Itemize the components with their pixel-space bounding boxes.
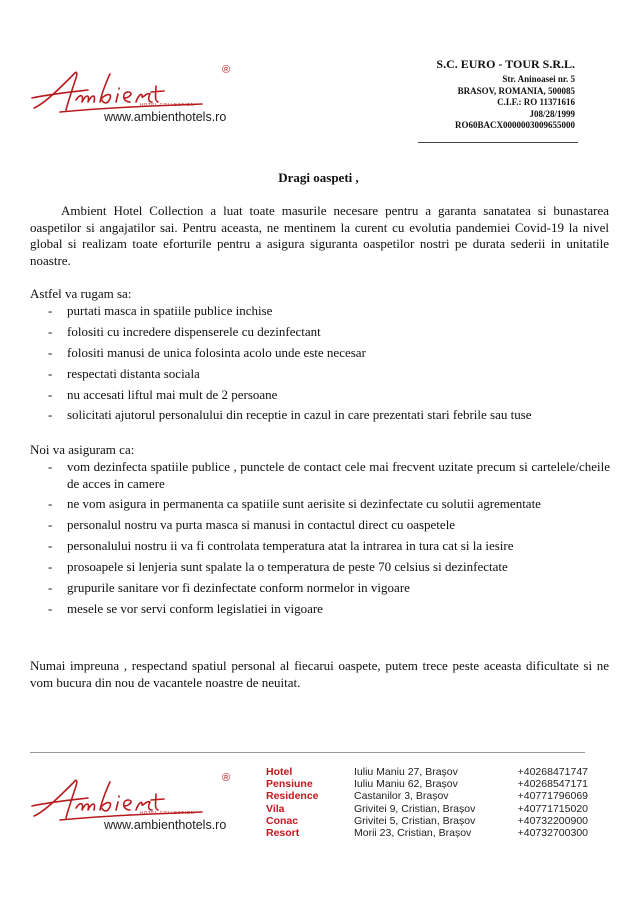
location-address: Iuliu Maniu 62, Brașov — [354, 778, 458, 791]
list-item: - vom dezinfecta spatiile publice , punctele de contact cele mai frecvent uzitate precum si cartelele/cheile de acces in camere — [30, 459, 610, 492]
location-type: Hotel — [266, 766, 293, 778]
hotel-collection-label: HOTEL COLLECTION — [140, 102, 195, 107]
location-address: Castanilor 3, Brașov — [354, 790, 449, 803]
list-item: - personalului nostru ii va fi controlata temperatura atat la intrarea in tura cat si la iesire — [30, 538, 610, 555]
location-type: Residence — [266, 790, 319, 803]
website-link[interactable]: www.ambienthotels.ro — [104, 818, 227, 832]
location-row-conac — [266, 815, 588, 827]
location-phone[interactable]: +40268471747 — [517, 766, 588, 778]
company-city: BRASOV, ROMANIA, 500085 — [457, 85, 575, 96]
location-type: Resort — [266, 826, 300, 839]
location-type: Vila — [266, 802, 285, 815]
location-row-pensiune — [266, 778, 588, 790]
letter-greeting: Dragi oaspeti , — [278, 170, 359, 185]
company-cif: C.I.F.: RO 11371616 — [497, 97, 575, 107]
company-street: Str. Aninoasei nr. 5 — [502, 74, 575, 84]
location-phone[interactable]: +40771715020 — [517, 802, 588, 815]
location-type: Conac — [266, 814, 299, 827]
location-phone[interactable]: +40732200900 — [517, 814, 588, 827]
list-item: - folositi manusi de unica folosinta acolo unde este necesar — [30, 345, 610, 362]
list-item: - respectati distanta sociala — [30, 366, 610, 383]
list-item: - personalul nostru va purta masca si manusi in contactul direct cu oaspetele — [30, 517, 610, 534]
locations-table — [266, 766, 588, 839]
registered-mark: ® — [222, 772, 231, 784]
website-link[interactable]: www.ambienthotels.ro — [104, 110, 227, 124]
location-phone[interactable]: +40732700300 — [517, 826, 588, 839]
ambient-logo-footer — [30, 772, 260, 842]
header-divider — [418, 142, 578, 143]
location-row-hotel — [266, 766, 588, 778]
list-item: - grupurile sanitare vor fi dezinfectate conform normelor in vigoare — [30, 580, 610, 597]
location-type: Pensiune — [266, 778, 313, 791]
company-info — [436, 57, 575, 132]
location-address: Grivitei 9, Cristian, Brașov — [354, 802, 476, 815]
list-item: - mesele se vor servi conform legislatiei in vigoare — [30, 601, 610, 618]
list-item: - ne vom asigura in permanenta ca spatiile sunt aerisite si dezinfectate cu solutii agrementate — [30, 496, 610, 513]
location-row-resort — [266, 827, 588, 839]
list-item: - purtati masca in spatiile publice inchise — [30, 303, 610, 320]
location-phone[interactable]: +40268547171 — [517, 778, 588, 791]
company-name: S.C. EURO - TOUR S.R.L. — [436, 57, 575, 71]
company-iban: RO60BACX0000003009655000 — [454, 120, 575, 130]
intro-paragraph: Ambient Hotel Collection a luat toate masurile necesare pentru a garanta sanatatea si bunastarea oaspetilor si angajatilor sai. Pentru aceasta, ne mentinem la curent cu evolutia pandemiei Covid-19 la nivel global si realizam toate eforturile pentru a asigura siguranta oaspetilor nostri pe durata sederii in unitatile noastre. — [30, 203, 609, 268]
list-item: - solicitati ajutorul personalului din receptie in cazul in care prezentati stari febrile sau tuse — [30, 407, 610, 424]
location-row-residence — [266, 790, 588, 802]
location-address: Grivitei 5, Cristian, Brașov — [354, 814, 476, 827]
ambient-logo — [30, 64, 260, 134]
company-registration: J08/28/1999 — [529, 108, 575, 119]
guest-list-title: Astfel va rugam sa: — [30, 286, 132, 301]
ambient-script-logo — [30, 776, 205, 824]
guest-request-list — [30, 303, 610, 428]
hotel-list-title: Noi va asiguram ca: — [30, 442, 135, 457]
location-phone[interactable]: +40771796069 — [517, 790, 588, 803]
list-item: - nu accesati liftul mai mult de 2 persoane — [30, 387, 610, 404]
hotel-commitment-list — [30, 459, 610, 622]
registered-mark: ® — [222, 64, 231, 76]
list-item: - folositi cu incredere dispenserele cu dezinfectant — [30, 324, 610, 341]
list-item: - prosoapele si lenjeria sunt spalate la o temperatura de peste 70 celsius si dezinfectate — [30, 559, 610, 576]
location-address: Morii 23, Cristian, Brașov — [354, 826, 472, 839]
closing-paragraph: Numai impreuna , respectand spatiul personal al fiecarui oaspete, putem trece peste aceasta dificultate si ne vom bucura din nou de vacantele noastre de neuitat. — [30, 658, 609, 690]
hotel-collection-label: HOTEL COLLECTION — [140, 810, 195, 815]
location-address: Iuliu Maniu 27, Brașov — [354, 766, 458, 778]
footer-divider — [30, 752, 585, 753]
location-row-vila — [266, 803, 588, 815]
ambient-script-logo — [30, 68, 205, 116]
